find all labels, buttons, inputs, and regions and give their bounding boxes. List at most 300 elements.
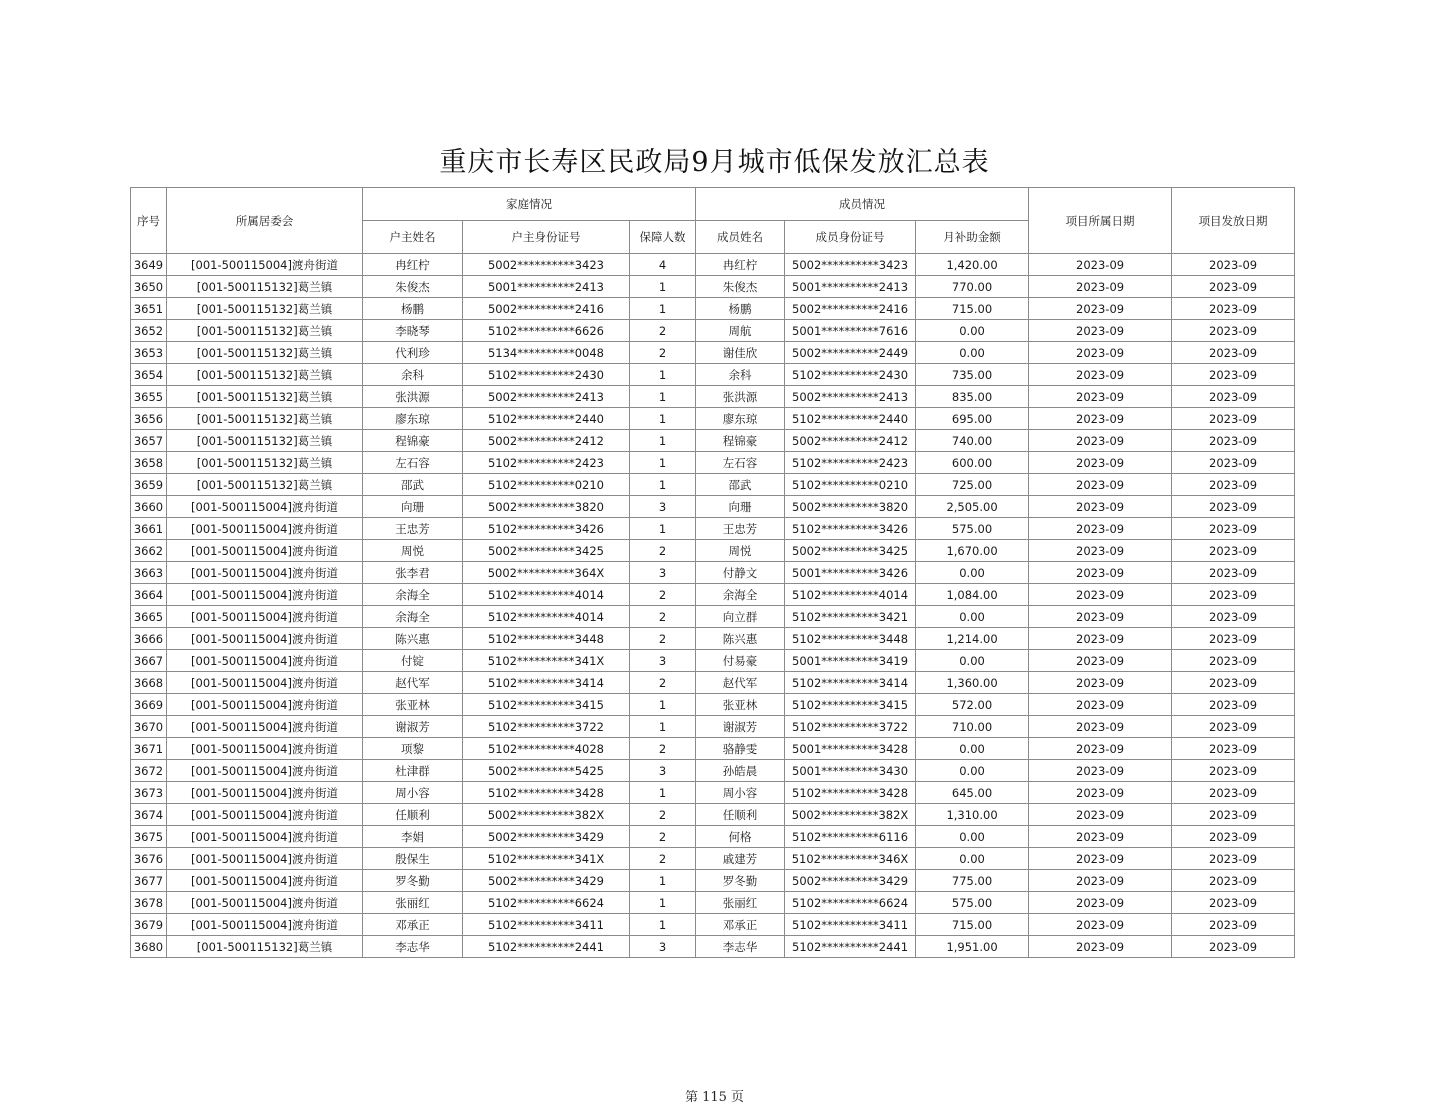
cell-head-name: 杜津群 xyxy=(363,760,463,782)
cell-member-name: 谢佳欣 xyxy=(696,342,785,364)
table-row xyxy=(131,452,1295,474)
cell-insured-count: 1 xyxy=(630,782,696,804)
cell-issue-date: 2023-09 xyxy=(1172,540,1295,562)
cell-seq: 3672 xyxy=(131,760,167,782)
header-member-id: 成员身份证号 xyxy=(785,221,916,254)
cell-head-id: 5002**********382X xyxy=(463,804,630,826)
cell-head-id: 5102**********4028 xyxy=(463,738,630,760)
cell-insured-count: 2 xyxy=(630,628,696,650)
cell-issue-date: 2023-09 xyxy=(1172,496,1295,518)
cell-monthly-amount: 0.00 xyxy=(916,606,1029,628)
cell-member-id: 5102**********346X xyxy=(785,848,916,870)
table-row xyxy=(131,892,1295,914)
cell-project-date: 2023-09 xyxy=(1029,760,1172,782)
cell-insured-count: 3 xyxy=(630,650,696,672)
table-row xyxy=(131,782,1295,804)
cell-seq: 3658 xyxy=(131,452,167,474)
cell-head-name: 付锭 xyxy=(363,650,463,672)
cell-seq: 3677 xyxy=(131,870,167,892)
cell-committee: [001-500115132]葛兰镇 xyxy=(167,430,363,452)
cell-project-date: 2023-09 xyxy=(1029,320,1172,342)
cell-committee: [001-500115132]葛兰镇 xyxy=(167,408,363,430)
cell-committee: [001-500115004]渡舟街道 xyxy=(167,826,363,848)
cell-insured-count: 1 xyxy=(630,914,696,936)
cell-member-id: 5102**********6624 xyxy=(785,892,916,914)
table-row xyxy=(131,606,1295,628)
cell-insured-count: 3 xyxy=(630,936,696,958)
cell-head-id: 5102**********3415 xyxy=(463,694,630,716)
cell-member-name: 周航 xyxy=(696,320,785,342)
cell-committee: [001-500115132]葛兰镇 xyxy=(167,298,363,320)
cell-member-id: 5102**********3414 xyxy=(785,672,916,694)
cell-head-name: 任顺利 xyxy=(363,804,463,826)
cell-head-name: 李志华 xyxy=(363,936,463,958)
cell-project-date: 2023-09 xyxy=(1029,870,1172,892)
cell-committee: [001-500115004]渡舟街道 xyxy=(167,496,363,518)
cell-insured-count: 1 xyxy=(630,870,696,892)
cell-insured-count: 1 xyxy=(630,452,696,474)
cell-member-name: 李志华 xyxy=(696,936,785,958)
table-row xyxy=(131,518,1295,540)
cell-head-name: 张洪源 xyxy=(363,386,463,408)
cell-seq: 3661 xyxy=(131,518,167,540)
cell-issue-date: 2023-09 xyxy=(1172,518,1295,540)
cell-member-name: 孙皓晨 xyxy=(696,760,785,782)
cell-member-id: 5102**********4014 xyxy=(785,584,916,606)
cell-head-id: 5102**********3414 xyxy=(463,672,630,694)
cell-head-name: 廖东琼 xyxy=(363,408,463,430)
cell-member-id: 5002**********2412 xyxy=(785,430,916,452)
cell-issue-date: 2023-09 xyxy=(1172,804,1295,826)
cell-seq: 3649 xyxy=(131,254,167,276)
cell-seq: 3655 xyxy=(131,386,167,408)
cell-seq: 3674 xyxy=(131,804,167,826)
cell-head-name: 左石容 xyxy=(363,452,463,474)
cell-head-name: 王忠芳 xyxy=(363,518,463,540)
cell-committee: [001-500115004]渡舟街道 xyxy=(167,782,363,804)
cell-insured-count: 2 xyxy=(630,672,696,694)
cell-committee: [001-500115004]渡舟街道 xyxy=(167,694,363,716)
cell-member-name: 陈兴惠 xyxy=(696,628,785,650)
cell-issue-date: 2023-09 xyxy=(1172,914,1295,936)
cell-member-id: 5002**********382X xyxy=(785,804,916,826)
cell-seq: 3662 xyxy=(131,540,167,562)
cell-insured-count: 2 xyxy=(630,848,696,870)
cell-committee: [001-500115132]葛兰镇 xyxy=(167,474,363,496)
table-row xyxy=(131,804,1295,826)
cell-member-id: 5102**********3421 xyxy=(785,606,916,628)
cell-monthly-amount: 0.00 xyxy=(916,826,1029,848)
cell-committee: [001-500115004]渡舟街道 xyxy=(167,584,363,606)
cell-member-id: 5001**********3428 xyxy=(785,738,916,760)
cell-committee: [001-500115004]渡舟街道 xyxy=(167,540,363,562)
cell-issue-date: 2023-09 xyxy=(1172,628,1295,650)
cell-monthly-amount: 1,310.00 xyxy=(916,804,1029,826)
cell-member-id: 5102**********3448 xyxy=(785,628,916,650)
cell-insured-count: 1 xyxy=(630,364,696,386)
header-member-name: 成员姓名 xyxy=(696,221,785,254)
cell-seq: 3668 xyxy=(131,672,167,694)
cell-seq: 3671 xyxy=(131,738,167,760)
table-header xyxy=(131,188,1295,254)
cell-monthly-amount: 1,360.00 xyxy=(916,672,1029,694)
cell-issue-date: 2023-09 xyxy=(1172,408,1295,430)
cell-issue-date: 2023-09 xyxy=(1172,826,1295,848)
cell-seq: 3660 xyxy=(131,496,167,518)
table-row xyxy=(131,320,1295,342)
cell-project-date: 2023-09 xyxy=(1029,562,1172,584)
table-row xyxy=(131,672,1295,694)
cell-head-name: 赵代军 xyxy=(363,672,463,694)
table-row xyxy=(131,474,1295,496)
cell-insured-count: 1 xyxy=(630,430,696,452)
cell-head-id: 5102**********2441 xyxy=(463,936,630,958)
cell-head-id: 5102**********4014 xyxy=(463,584,630,606)
cell-member-name: 余科 xyxy=(696,364,785,386)
cell-committee: [001-500115004]渡舟街道 xyxy=(167,562,363,584)
cell-monthly-amount: 1,084.00 xyxy=(916,584,1029,606)
cell-committee: [001-500115132]葛兰镇 xyxy=(167,276,363,298)
cell-committee: [001-500115004]渡舟街道 xyxy=(167,518,363,540)
cell-issue-date: 2023-09 xyxy=(1172,672,1295,694)
cell-committee: [001-500115004]渡舟街道 xyxy=(167,804,363,826)
cell-project-date: 2023-09 xyxy=(1029,540,1172,562)
cell-head-id: 5102**********341X xyxy=(463,650,630,672)
cell-head-name: 谢淑芳 xyxy=(363,716,463,738)
cell-member-name: 朱俊杰 xyxy=(696,276,785,298)
cell-member-id: 5102**********3428 xyxy=(785,782,916,804)
cell-insured-count: 1 xyxy=(630,408,696,430)
cell-member-id: 5102**********3415 xyxy=(785,694,916,716)
cell-issue-date: 2023-09 xyxy=(1172,584,1295,606)
cell-member-name: 付易豪 xyxy=(696,650,785,672)
cell-monthly-amount: 572.00 xyxy=(916,694,1029,716)
cell-member-name: 谢淑芳 xyxy=(696,716,785,738)
header-member-group: 成员情况 xyxy=(696,188,1029,221)
cell-insured-count: 2 xyxy=(630,606,696,628)
cell-insured-count: 1 xyxy=(630,386,696,408)
subsidy-table xyxy=(130,187,1295,958)
cell-issue-date: 2023-09 xyxy=(1172,452,1295,474)
cell-monthly-amount: 740.00 xyxy=(916,430,1029,452)
cell-seq: 3656 xyxy=(131,408,167,430)
cell-head-id: 5102**********3722 xyxy=(463,716,630,738)
cell-head-name: 杨鹏 xyxy=(363,298,463,320)
cell-member-name: 戚建芳 xyxy=(696,848,785,870)
cell-member-name: 任顺利 xyxy=(696,804,785,826)
cell-monthly-amount: 695.00 xyxy=(916,408,1029,430)
cell-project-date: 2023-09 xyxy=(1029,782,1172,804)
cell-issue-date: 2023-09 xyxy=(1172,276,1295,298)
cell-committee: [001-500115132]葛兰镇 xyxy=(167,936,363,958)
cell-project-date: 2023-09 xyxy=(1029,452,1172,474)
cell-member-id: 5102**********6116 xyxy=(785,826,916,848)
cell-member-name: 付静文 xyxy=(696,562,785,584)
table-row xyxy=(131,870,1295,892)
cell-issue-date: 2023-09 xyxy=(1172,606,1295,628)
cell-seq: 3680 xyxy=(131,936,167,958)
table-row xyxy=(131,716,1295,738)
table-row xyxy=(131,848,1295,870)
cell-monthly-amount: 0.00 xyxy=(916,760,1029,782)
cell-member-name: 向立群 xyxy=(696,606,785,628)
cell-seq: 3670 xyxy=(131,716,167,738)
cell-issue-date: 2023-09 xyxy=(1172,562,1295,584)
cell-head-id: 5102**********6626 xyxy=(463,320,630,342)
cell-head-id: 5102**********3426 xyxy=(463,518,630,540)
cell-head-name: 张亚林 xyxy=(363,694,463,716)
cell-member-id: 5102**********2441 xyxy=(785,936,916,958)
table-row xyxy=(131,408,1295,430)
cell-monthly-amount: 775.00 xyxy=(916,870,1029,892)
cell-committee: [001-500115004]渡舟街道 xyxy=(167,254,363,276)
cell-seq: 3665 xyxy=(131,606,167,628)
cell-committee: [001-500115132]葛兰镇 xyxy=(167,364,363,386)
cell-project-date: 2023-09 xyxy=(1029,430,1172,452)
cell-issue-date: 2023-09 xyxy=(1172,694,1295,716)
cell-project-date: 2023-09 xyxy=(1029,364,1172,386)
cell-committee: [001-500115004]渡舟街道 xyxy=(167,760,363,782)
cell-project-date: 2023-09 xyxy=(1029,584,1172,606)
cell-monthly-amount: 0.00 xyxy=(916,320,1029,342)
cell-insured-count: 4 xyxy=(630,254,696,276)
cell-head-name: 李晓琴 xyxy=(363,320,463,342)
header-seq: 序号 xyxy=(131,188,167,254)
cell-member-name: 余海全 xyxy=(696,584,785,606)
header-head-name: 户主姓名 xyxy=(363,221,463,254)
cell-monthly-amount: 645.00 xyxy=(916,782,1029,804)
cell-monthly-amount: 0.00 xyxy=(916,738,1029,760)
cell-monthly-amount: 0.00 xyxy=(916,848,1029,870)
cell-committee: [001-500115004]渡舟街道 xyxy=(167,628,363,650)
header-insured-count: 保障人数 xyxy=(630,221,696,254)
table-row xyxy=(131,254,1295,276)
cell-seq: 3678 xyxy=(131,892,167,914)
cell-seq: 3651 xyxy=(131,298,167,320)
cell-head-name: 李娟 xyxy=(363,826,463,848)
cell-member-name: 左石容 xyxy=(696,452,785,474)
cell-insured-count: 2 xyxy=(630,320,696,342)
cell-head-id: 5002**********2412 xyxy=(463,430,630,452)
cell-committee: [001-500115004]渡舟街道 xyxy=(167,672,363,694)
cell-project-date: 2023-09 xyxy=(1029,408,1172,430)
cell-member-id: 5001**********3426 xyxy=(785,562,916,584)
cell-head-name: 代利珍 xyxy=(363,342,463,364)
cell-project-date: 2023-09 xyxy=(1029,826,1172,848)
cell-head-name: 周悦 xyxy=(363,540,463,562)
cell-insured-count: 3 xyxy=(630,496,696,518)
cell-monthly-amount: 715.00 xyxy=(916,298,1029,320)
cell-project-date: 2023-09 xyxy=(1029,474,1172,496)
cell-monthly-amount: 0.00 xyxy=(916,342,1029,364)
cell-issue-date: 2023-09 xyxy=(1172,650,1295,672)
cell-insured-count: 1 xyxy=(630,694,696,716)
cell-member-name: 张丽红 xyxy=(696,892,785,914)
cell-head-id: 5102**********341X xyxy=(463,848,630,870)
cell-issue-date: 2023-09 xyxy=(1172,342,1295,364)
cell-seq: 3652 xyxy=(131,320,167,342)
cell-monthly-amount: 735.00 xyxy=(916,364,1029,386)
cell-monthly-amount: 1,214.00 xyxy=(916,628,1029,650)
cell-member-id: 5002**********3820 xyxy=(785,496,916,518)
cell-insured-count: 3 xyxy=(630,760,696,782)
cell-head-id: 5002**********3429 xyxy=(463,826,630,848)
cell-head-id: 5102**********2440 xyxy=(463,408,630,430)
cell-issue-date: 2023-09 xyxy=(1172,430,1295,452)
table-row xyxy=(131,298,1295,320)
cell-monthly-amount: 2,505.00 xyxy=(916,496,1029,518)
cell-member-id: 5102**********2440 xyxy=(785,408,916,430)
cell-issue-date: 2023-09 xyxy=(1172,716,1295,738)
cell-project-date: 2023-09 xyxy=(1029,628,1172,650)
cell-monthly-amount: 0.00 xyxy=(916,650,1029,672)
cell-member-id: 5002**********2416 xyxy=(785,298,916,320)
cell-monthly-amount: 725.00 xyxy=(916,474,1029,496)
cell-monthly-amount: 715.00 xyxy=(916,914,1029,936)
cell-committee: [001-500115004]渡舟街道 xyxy=(167,870,363,892)
cell-project-date: 2023-09 xyxy=(1029,936,1172,958)
cell-committee: [001-500115004]渡舟街道 xyxy=(167,716,363,738)
cell-insured-count: 1 xyxy=(630,892,696,914)
cell-seq: 3676 xyxy=(131,848,167,870)
cell-head-id: 5102**********6624 xyxy=(463,892,630,914)
table-row xyxy=(131,540,1295,562)
cell-head-name: 余海全 xyxy=(363,606,463,628)
header-family-group: 家庭情况 xyxy=(363,188,696,221)
cell-issue-date: 2023-09 xyxy=(1172,760,1295,782)
table-row xyxy=(131,276,1295,298)
cell-issue-date: 2023-09 xyxy=(1172,320,1295,342)
cell-seq: 3650 xyxy=(131,276,167,298)
cell-project-date: 2023-09 xyxy=(1029,914,1172,936)
cell-member-id: 5102**********2423 xyxy=(785,452,916,474)
cell-seq: 3669 xyxy=(131,694,167,716)
cell-insured-count: 1 xyxy=(630,298,696,320)
cell-member-name: 罗冬勤 xyxy=(696,870,785,892)
cell-head-id: 5102**********3448 xyxy=(463,628,630,650)
table-row xyxy=(131,760,1295,782)
cell-member-name: 何格 xyxy=(696,826,785,848)
cell-member-name: 廖东琼 xyxy=(696,408,785,430)
cell-head-id: 5002**********3423 xyxy=(463,254,630,276)
table-row xyxy=(131,628,1295,650)
cell-monthly-amount: 835.00 xyxy=(916,386,1029,408)
cell-member-name: 周悦 xyxy=(696,540,785,562)
cell-committee: [001-500115004]渡舟街道 xyxy=(167,606,363,628)
cell-issue-date: 2023-09 xyxy=(1172,298,1295,320)
cell-committee: [001-500115004]渡舟街道 xyxy=(167,650,363,672)
cell-head-id: 5002**********2416 xyxy=(463,298,630,320)
page-title: 重庆市长寿区民政局9月城市低保发放汇总表 xyxy=(439,147,990,178)
cell-head-name: 冉红柠 xyxy=(363,254,463,276)
cell-issue-date: 2023-09 xyxy=(1172,364,1295,386)
cell-member-id: 5102**********3426 xyxy=(785,518,916,540)
cell-seq: 3667 xyxy=(131,650,167,672)
table-row xyxy=(131,562,1295,584)
cell-seq: 3657 xyxy=(131,430,167,452)
cell-insured-count: 2 xyxy=(630,804,696,826)
cell-insured-count: 2 xyxy=(630,584,696,606)
cell-insured-count: 2 xyxy=(630,738,696,760)
cell-project-date: 2023-09 xyxy=(1029,738,1172,760)
cell-insured-count: 1 xyxy=(630,276,696,298)
header-head-id: 户主身份证号 xyxy=(463,221,630,254)
cell-issue-date: 2023-09 xyxy=(1172,848,1295,870)
cell-head-name: 邵武 xyxy=(363,474,463,496)
cell-member-id: 5001**********3419 xyxy=(785,650,916,672)
cell-monthly-amount: 0.00 xyxy=(916,562,1029,584)
cell-project-date: 2023-09 xyxy=(1029,804,1172,826)
cell-project-date: 2023-09 xyxy=(1029,848,1172,870)
table-row xyxy=(131,738,1295,760)
cell-monthly-amount: 1,420.00 xyxy=(916,254,1029,276)
cell-seq: 3675 xyxy=(131,826,167,848)
cell-issue-date: 2023-09 xyxy=(1172,870,1295,892)
cell-issue-date: 2023-09 xyxy=(1172,738,1295,760)
cell-head-id: 5002**********3820 xyxy=(463,496,630,518)
cell-issue-date: 2023-09 xyxy=(1172,892,1295,914)
cell-committee: [001-500115004]渡舟街道 xyxy=(167,848,363,870)
cell-head-id: 5002**********5425 xyxy=(463,760,630,782)
cell-member-id: 5001**********3430 xyxy=(785,760,916,782)
cell-member-name: 邓承正 xyxy=(696,914,785,936)
cell-insured-count: 2 xyxy=(630,342,696,364)
cell-insured-count: 3 xyxy=(630,562,696,584)
table-row xyxy=(131,386,1295,408)
cell-member-name: 杨鹏 xyxy=(696,298,785,320)
cell-insured-count: 1 xyxy=(630,716,696,738)
cell-project-date: 2023-09 xyxy=(1029,342,1172,364)
table-row xyxy=(131,430,1295,452)
cell-head-id: 5102**********3411 xyxy=(463,914,630,936)
cell-head-id: 5002**********364X xyxy=(463,562,630,584)
cell-head-name: 陈兴惠 xyxy=(363,628,463,650)
cell-project-date: 2023-09 xyxy=(1029,650,1172,672)
cell-project-date: 2023-09 xyxy=(1029,496,1172,518)
cell-member-id: 5102**********3722 xyxy=(785,716,916,738)
cell-head-id: 5102**********2430 xyxy=(463,364,630,386)
cell-insured-count: 2 xyxy=(630,826,696,848)
header-issue-date: 项目发放日期 xyxy=(1172,188,1295,254)
cell-member-id: 5001**********2413 xyxy=(785,276,916,298)
header-committee: 所属居委会 xyxy=(167,188,363,254)
cell-head-id: 5001**********2413 xyxy=(463,276,630,298)
cell-head-id: 5002**********3429 xyxy=(463,870,630,892)
header-project-date: 项目所属日期 xyxy=(1029,188,1172,254)
cell-seq: 3664 xyxy=(131,584,167,606)
cell-monthly-amount: 770.00 xyxy=(916,276,1029,298)
cell-head-name: 周小容 xyxy=(363,782,463,804)
cell-head-name: 程锦豪 xyxy=(363,430,463,452)
table-row xyxy=(131,584,1295,606)
cell-head-name: 罗冬勤 xyxy=(363,870,463,892)
cell-committee: [001-500115004]渡舟街道 xyxy=(167,914,363,936)
cell-head-id: 5002**********3425 xyxy=(463,540,630,562)
cell-issue-date: 2023-09 xyxy=(1172,936,1295,958)
page-number: 第 115 页 xyxy=(684,1090,745,1105)
cell-member-name: 邵武 xyxy=(696,474,785,496)
cell-head-id: 5002**********2413 xyxy=(463,386,630,408)
cell-seq: 3653 xyxy=(131,342,167,364)
cell-member-id: 5002**********2449 xyxy=(785,342,916,364)
cell-insured-count: 1 xyxy=(630,474,696,496)
cell-project-date: 2023-09 xyxy=(1029,672,1172,694)
cell-member-name: 王忠芳 xyxy=(696,518,785,540)
cell-head-name: 殷保生 xyxy=(363,848,463,870)
cell-committee: [001-500115132]葛兰镇 xyxy=(167,386,363,408)
cell-project-date: 2023-09 xyxy=(1029,716,1172,738)
table-row xyxy=(131,914,1295,936)
